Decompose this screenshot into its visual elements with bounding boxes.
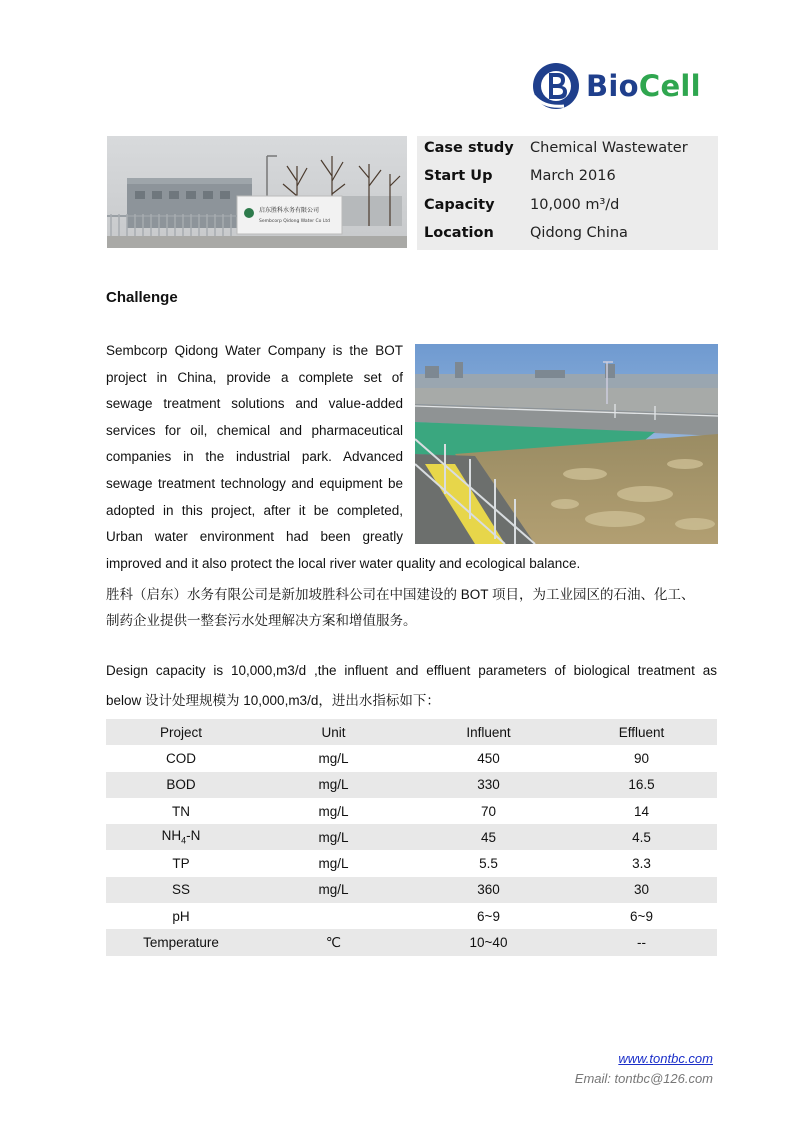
info-key: Capacity [424,197,495,213]
cell-project: TP [172,856,190,872]
biocell-logo-text [586,69,701,103]
table-row [106,824,717,850]
challenge-chinese-line-2: 制药企业提供一整套污水处理解决方案和增值服务。 [106,613,417,628]
cell-effluent: -- [637,935,646,951]
info-key: Start Up [424,168,493,184]
info-key: Case study [424,140,514,156]
cell-influent: 70 [480,803,497,819]
cell-unit: mg/L [318,777,349,793]
cell-unit: mg/L [318,750,349,766]
table-row [106,877,717,903]
cell-effluent: 6~9 [630,908,653,924]
info-value: March 2016 [530,168,616,184]
cell-influent: 360 [477,882,500,898]
paragraph-line: project in China, provide a complete set of [106,369,403,385]
table-header-row [106,719,717,745]
table-row [106,850,717,876]
header-influent: Influent [466,724,511,740]
cell-effluent: 90 [633,750,650,766]
cell-project: BOD [166,777,196,793]
logo-word-cell: Cell [638,69,701,103]
website-link[interactable]: www.tontbc.com [618,1051,713,1066]
table-row [106,745,717,771]
cell-influent: 45 [480,829,497,845]
cell-unit [256,903,411,929]
logo-word-bio: Bio [586,69,639,103]
info-key: Location [424,225,494,241]
paragraph-line: Sembcorp Qidong Water Company is the BOT [106,343,403,358]
challenge-paragraph [106,338,403,551]
paragraph-line: adopted in this project, after it be completed, [106,502,403,518]
paragraph-line: Urban water environment had been greatly [106,529,403,545]
info-value: 10,000 m³/d [530,197,620,213]
paragraph-line: sewage treatment technology and equipment be [106,475,403,491]
cell-effluent: 3.3 [632,856,651,872]
challenge-final-line: improved and it also protect the local river water quality and ecological balance. [106,556,581,571]
design-capacity-line-1: Design capacity is 10,000,m3/d ,the influent and effluent parameters of biological treatment as [106,663,717,678]
challenge-chinese-line-1: 胜科（启东）水务有限公司是新加坡胜科公司在中国建设的 BOT 项目，为工业园区的石油、化工、 [106,587,695,602]
paragraph-line: services for oil, chemical and pharmaceutical [106,422,403,438]
cell-influent: 5.5 [479,856,498,872]
parameters-table [106,719,717,956]
header-unit: Unit [321,724,346,740]
info-row-start-up [417,164,718,192]
info-row-capacity [417,193,718,221]
cell-project: pH [172,908,190,924]
cell-unit: ℃ [325,934,342,950]
plant-entrance-photo [107,136,407,248]
paragraph-line: sewage treatment solutions and value-added [106,396,403,412]
sign-english-text: Sembcorp Qidong Water Co Ltd [259,219,330,224]
biocell-logo [530,60,715,112]
cell-project: $NH_4-N$ [161,828,201,847]
cell-effluent: 4.5 [632,829,651,845]
info-row-location [417,221,718,249]
cell-influent: 330 [477,777,500,793]
cell-project: COD [166,750,196,766]
cell-effluent: 16.5 [628,777,655,793]
case-info-box [417,136,718,250]
cell-influent: 10~40 [469,935,508,951]
aeration-tank-photo [415,344,718,544]
cell-unit: mg/L [318,856,349,872]
contact-email: Email: tontbc@126.com [574,1071,713,1086]
challenge-heading: Challenge [106,289,178,306]
cell-effluent: 14 [633,803,650,819]
info-row-case-study [417,136,718,164]
cell-project: SS [171,882,190,898]
table-row [106,929,717,955]
cell-influent: 450 [477,750,500,766]
table-row [106,798,717,824]
table-row [106,903,717,929]
cell-unit: mg/L [318,882,349,898]
header-project: Project [159,724,203,740]
cell-project: TN [172,803,190,819]
design-capacity-line-2: below 设计处理规模为 10,000,m3/d，进出水指标如下： [106,693,440,708]
cell-effluent: 30 [633,882,650,898]
sign-chinese-text: 启东胜科水务有限公司 [259,207,320,214]
table-row [106,772,717,798]
info-value: Qidong China [530,225,628,241]
info-value: Chemical Wastewater [530,140,688,156]
cell-unit: mg/L [318,803,349,819]
header-effluent: Effluent [618,724,665,740]
cell-unit: mg/L [318,829,349,845]
paragraph-line: companies in the industrial park. Advanced [106,449,403,465]
cell-influent: 6~9 [477,908,500,924]
cell-project: Temperature [143,935,219,951]
biocell-logo-icon [530,60,582,112]
